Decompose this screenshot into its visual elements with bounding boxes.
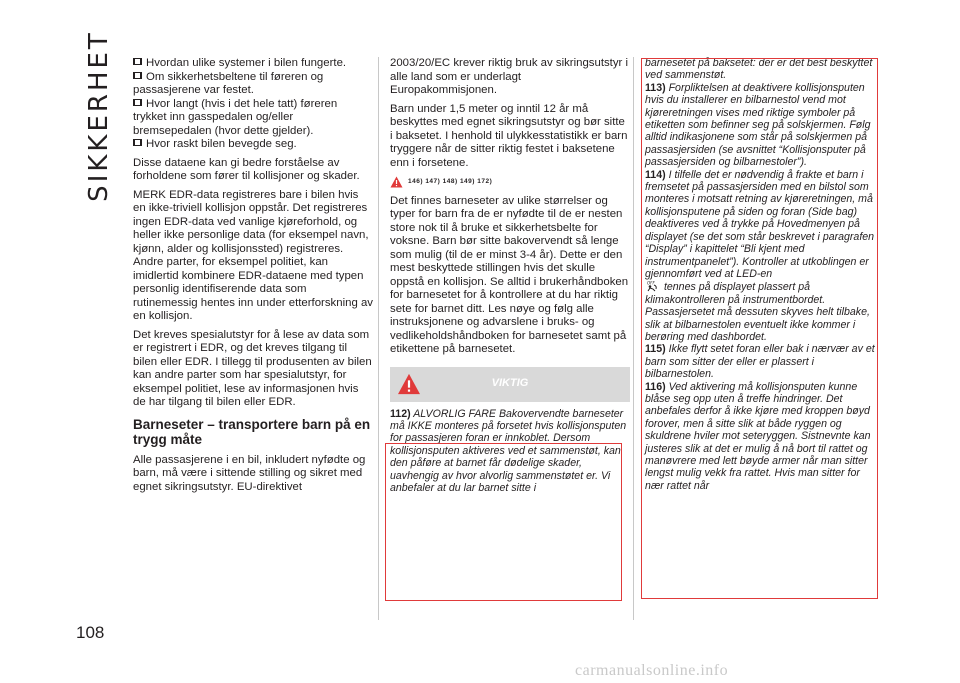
paragraph: MERK EDR-data registreres bare i bilen hvis en ikke-triviell kollisjon oppstår. Det registreres ingen EDR-data ved vanlige kjøreforhold, og heller ikke personlige data (for eksempel navn, kjønn, alder og kollisjonssted) registreres. Andre parter, for eksempel politiet, kan imidlertid kombinere EDR-dataene med typen personlig identifiserende data som rutinemessig hentes inn under etterforskning av en kollisjon. [133, 188, 373, 322]
list-item: Om sikkerhetsbeltene til føreren og passasjerene var festet. [133, 70, 324, 96]
warning-continuation: barnesetet på baksetet: der er det best beskyttet ved sammenstøt. [645, 57, 873, 82]
paragraph: Det kreves spesialutstyr for å lese av data som er registrert i EDR, og det kreves tilgang til bilen eller EDR. I tillegg til produsenten av bilen kan andre parter som har spesialutstyr, for eksempel politiet, lese av informasjonen hvis de har tilgang til bilen eller EDR. [133, 328, 372, 408]
warning-112: 112) ALVORLIG FARE Bakovervendte barneseter må IKKE monteres på forsetet hvis kollisjonsputen for passasjeren foran er innkoblet. Dersom kollisjonsputen aktiveres ved et sammenstøt, kan den påføre at barnet får dødelige skader, uavhengig av hvor alvorlig sammenstøtet er. Vi anbefaler at du lar barnet sitte i [390, 407, 627, 494]
column-divider [633, 57, 634, 620]
checkbox-bullet-icon [133, 72, 142, 79]
checkbox-bullet-icon [133, 58, 142, 65]
warning-115: 115) Ikke flytt setet foran eller bak i nærvær av et barn som sitter der eller er plassert i bilbarnestolen. [645, 343, 875, 381]
column-2 [390, 57, 630, 494]
list-item: Hvor raskt bilen bevegde seg. [133, 138, 373, 152]
warning-triangle-icon [390, 176, 403, 188]
warning-113: 113) Forpliktelsen at deaktivere kollisjonsputen hvis du installerer en bilbarnestol vend mot kjøreretningen vises med riktige symboler på etiketten som befinner seg på solskjermen. Følg alltid indikasjonene som står på solskjermen på passasjersiden (se avsnittet “Kollisjonsputer på passasjersiden og bilbarnestoler”). [645, 81, 871, 169]
column-divider [378, 57, 379, 620]
viktig-header [390, 367, 630, 402]
viktig-label: VIKTIG [491, 377, 529, 390]
watermark: carmanualsonline.info [575, 662, 729, 679]
warning-box-border [385, 443, 622, 601]
warning-114: 114) I tilfelle det er nødvendig å frakte et barn i fremsetet på passasjersiden med en bilstol som monteres i motsatt retning av kjøreretningen, må kollisjonsputene på siden og foran (Side bag) deaktiveres ved å trykke på Hovedmenyen på displayet (se det som står beskrevet i paragrafen “Display” i kapittelet “Bli kjent med instrumentpanelet”). Kontroller at utkoblingen er gjennomført ved at LED-en OFF tennes på displayet plassert på klimakontrolleren på instrumentbordet. Passasjersetet må dessuten skyves helt tilbake, slik at bilbarnestolen eventuelt ikke kommer i berøring med dashbordet. [645, 168, 875, 343]
paragraph: Det finnes barneseter av ulike størrelser og typer for barn fra de er nyfødte til de er nesten store nok til å bruke et sikkerhetsbelte for voksne. Barn bør sitte bakovervendt så lenge som mulig (til de er minst 3-4 år). Dette er den mest beskyttede stillingen hvis det skulle oppstå en kollisjon. Se alltid i brukerhåndboken for barnesetet for å kontrollere at du har riktig sete for barnet ditt. Les nøye og følg alle instruksjonene og advarslene i bruks- og vedlikeholdshåndboken for barnesetet samt på etikettene på barnesetet. [390, 194, 629, 355]
checkbox-bullet-icon [133, 99, 142, 106]
paragraph: Disse dataene kan gi bedre forståelse av forholdene som fører til kollisjoner og skader. [133, 156, 360, 182]
warning-116: 116) Ved aktivering må kollisjonsputen kunne blåse seg opp uten å treffe hindringer. Det anbefales derfor å ikke kjøre med kroppen bøyd forover, men å sitte slik at både ryggen og skuldrene hviler mot seteryggen. Sistnevnte kan justeres slik at det er mulig å nå bort til rattet og manøvrere med lett bøyde armer når man sitter lengst mulig vekk fra rattet. Hvis man sitter for nær rattet når [645, 380, 871, 492]
warning-references [390, 175, 630, 189]
checkbox-bullet-icon [133, 139, 142, 146]
paragraph: 2003/20/EC krever riktig bruk av sikringsutstyr i alle land som er underlagt Europakommisjonen. [390, 57, 629, 96]
warning-triangle-icon [397, 373, 421, 395]
warning-box-border [641, 58, 878, 599]
page-number: 108 [76, 623, 105, 642]
list-item: Hvordan ulike systemer i bilen fungerte. [133, 57, 373, 71]
column-1 [133, 57, 373, 499]
section-title [78, 29, 120, 202]
paragraph: Barn under 1,5 meter og inntil 12 år må beskyttes med egnet sikringsutstyr og bør sitte i baksetet. I henhold til ulykkesstatistikk er barn tryggere når de sitter riktig festet i baksetene enn i forsetene. [390, 102, 628, 169]
svg-text:OFF: OFF [647, 280, 655, 286]
list-item: Hvor langt (hvis i det hele tatt) føreren trykket inn gasspedalen og/eller bremsepedalen (hvor dette gjelder). [133, 97, 338, 137]
paragraph: Alle passasjerene i en bil, inkludert nyfødte og barn, må være i sittende stilling og sikret med egnet sikringsutstyr. EU-direktivet [133, 453, 366, 493]
warning-refs: 146) 147) 148) 149) 172) [408, 178, 493, 185]
section-heading: Barneseter – transportere barn på en trygg måte [133, 416, 371, 447]
section-title-text: SIKKERHET [84, 29, 114, 202]
